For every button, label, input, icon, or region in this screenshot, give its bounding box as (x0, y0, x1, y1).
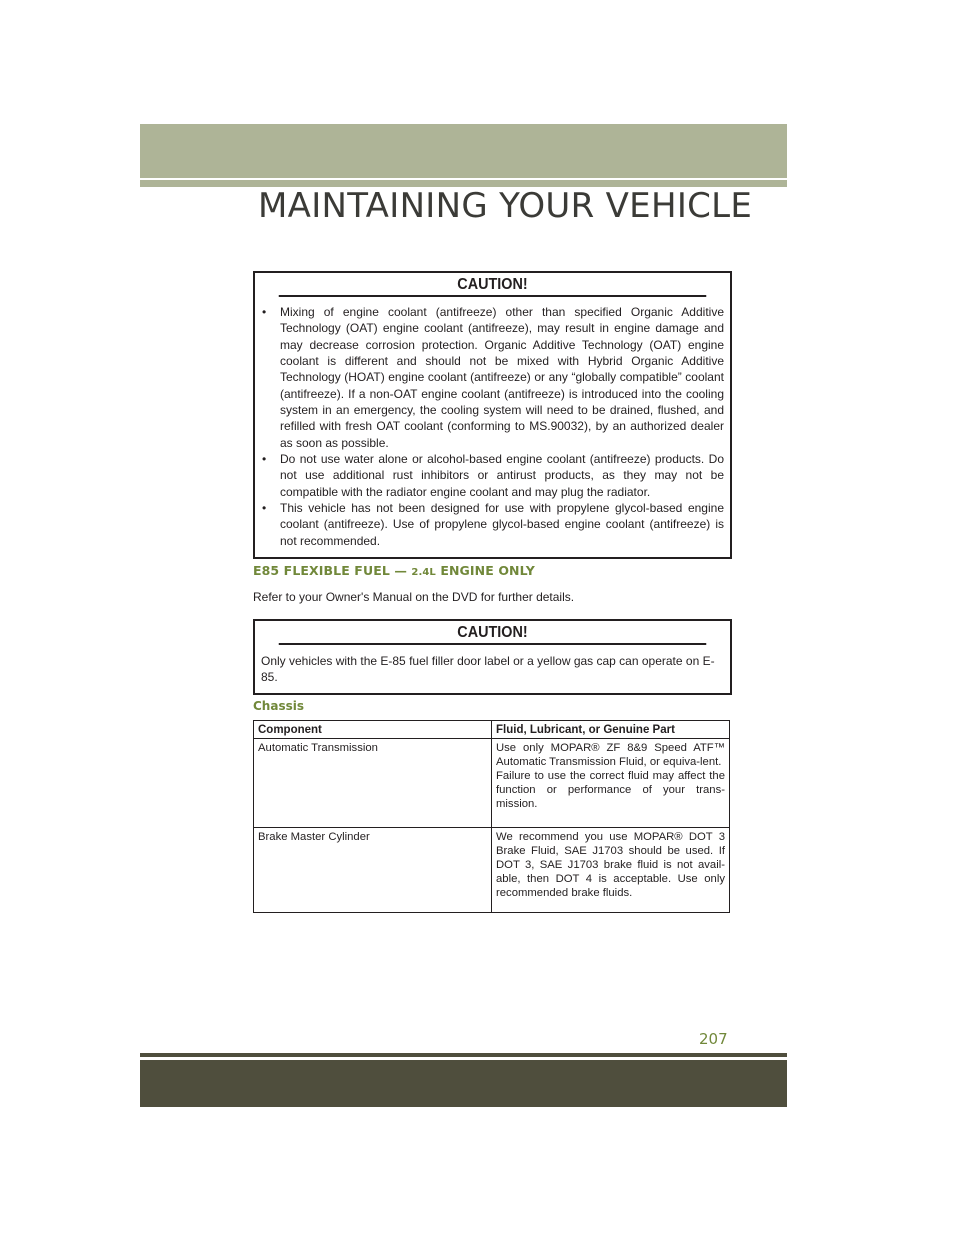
chassis-heading: Chassis (253, 699, 304, 713)
column-header-fluid: Fluid, Lubricant, or Genuine Part (492, 721, 730, 739)
e85-section-heading: E85 FLEXIBLE FUEL — 2.4L ENGINE ONLY (253, 563, 535, 578)
fluid-cell: Use only MOPAR® ZF 8&9 Speed ATF™ Automatic Transmission Fluid, or equiva-lent. Failure to use the correct fluid may affect the function or performance of your trans-mission. (492, 739, 730, 828)
caution-list (255, 297, 730, 549)
column-header-component: Component (254, 721, 492, 739)
table-header-row (254, 721, 730, 739)
chassis-table (253, 720, 730, 913)
fluid-cell: We recommend you use MOPAR® DOT 3 Brake Fluid, SAE J1703 should be used. If DOT 3, SAE J1703 brake fluid is not avail-able, then DOT 4 is acceptable. Use only recommended brake fluids. (492, 828, 730, 913)
e85-intro-text: Refer to your Owner's Manual on the DVD for further details. (253, 590, 575, 604)
caution-box-e85 (253, 619, 732, 695)
component-cell: Automatic Transmission (254, 739, 492, 828)
page-number: 207 (699, 1030, 728, 1048)
table-row (254, 828, 730, 913)
caution-box-coolant (253, 271, 732, 559)
caution-title: CAUTION! (279, 273, 707, 297)
footer-stripe (140, 1053, 787, 1057)
caution-title: CAUTION! (279, 621, 707, 645)
page-title: MAINTAINING YOUR VEHICLE (258, 186, 753, 226)
component-cell: Brake Master Cylinder (254, 828, 492, 913)
caution-bullet: • Mixing of engine coolant (antifreeze) other than specified Organic Additive Technology (OAT) engine coolant (antifreeze), may result in engine damage and may decrease corrosion protection. Organic Additive Technology (OAT) engine coolant is different and should not be mixed with Hybrid Organic Additive Technology (HOAT) engine coolant (antifreeze) or any “globally compatible” coolant (antifreeze). If a non-OAT engine coolant (antifreeze) is introduced into the cooling system in an emergency, the cooling system will need to be drained, flushed, and refilled with fresh OAT coolant (conforming to MS.90032), by an authorized dealer as soon as possible. (262, 305, 724, 450)
table-row (254, 739, 730, 828)
caution-text: Only vehicles with the E-85 fuel filler door label or a yellow gas cap can operate on E-85. (261, 654, 715, 685)
caution-bullet: • This vehicle has not been designed for use with propylene glycol-based engine coolant (antifreeze). Use of propylene glycol-based engine coolant (antifreeze) is not recommended. (262, 501, 724, 548)
footer-band (140, 1060, 787, 1107)
header-band (140, 124, 787, 178)
caution-bullet: • Do not use water alone or alcohol-based engine coolant (antifreeze) products. Do not use additional rust inhibitors or antirust products, as they may not be compatible with the radiator engine coolant and may plug the radiator. (262, 452, 724, 499)
